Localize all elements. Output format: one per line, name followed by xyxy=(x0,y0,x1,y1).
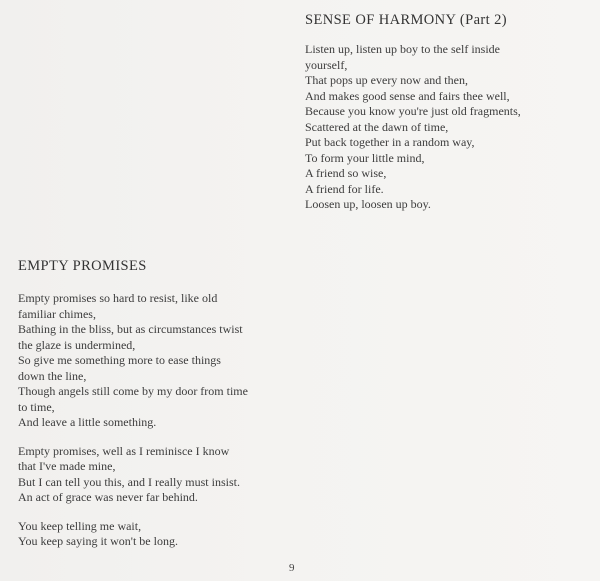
song-empty-promises xyxy=(18,258,303,563)
song-sense-of-harmony xyxy=(305,12,590,226)
lyric-line: the glaze is undermined, xyxy=(18,337,136,352)
stanza xyxy=(18,291,303,431)
song-title: EMPTY PROMISES xyxy=(18,258,147,274)
lyric-line: To form your little mind, xyxy=(305,150,425,165)
stanza xyxy=(18,519,303,550)
song-title: SENSE OF HARMONY (Part 2) xyxy=(305,12,507,28)
lyric-line: Because you know you're just old fragments, xyxy=(305,104,521,118)
lyric-line: Scattered at the dawn of time, xyxy=(305,119,449,134)
lyric-line: You keep saying it won't be long. xyxy=(18,534,178,548)
page-number: 9 xyxy=(289,562,295,574)
lyric-line: that I've made mine, xyxy=(18,459,116,473)
lyric-line: Though angels still come by my door from time xyxy=(18,384,248,398)
lyric-line: familiar chimes, xyxy=(18,306,96,321)
stanza xyxy=(305,42,590,213)
lyric-line: to time, xyxy=(18,399,55,414)
lyric-line: Bathing in the bliss, but as circumstances twist xyxy=(18,322,243,336)
lyric-line: But I can tell you this, and I really must insist. xyxy=(18,474,240,489)
lyric-line: You keep telling me wait, xyxy=(18,518,142,533)
lyric-line: And leave a little something. xyxy=(18,415,157,429)
lyric-line: An act of grace was never far behind. xyxy=(18,490,198,504)
lyric-line: Empty promises, well as I reminisce I know xyxy=(18,443,230,458)
lyric-line: And makes good sense and fairs thee well, xyxy=(305,88,510,103)
lyric-line: Put back together in a random way, xyxy=(305,135,475,149)
lyric-line: A friend so wise, xyxy=(305,166,387,180)
lyric-line: A friend for life. xyxy=(305,181,384,196)
lyric-line: Loosen up, loosen up boy. xyxy=(305,197,431,211)
lyric-line: Empty promises so hard to resist, like old xyxy=(18,291,218,305)
lyric-line: yourself, xyxy=(305,57,348,72)
lyric-line: down the line, xyxy=(18,368,87,383)
lyric-line: So give me something more to ease things xyxy=(18,353,221,367)
lyric-line: That pops up every now and then, xyxy=(305,73,468,87)
stanza xyxy=(18,444,303,506)
lyric-line: Listen up, listen up boy to the self inside xyxy=(305,42,500,56)
